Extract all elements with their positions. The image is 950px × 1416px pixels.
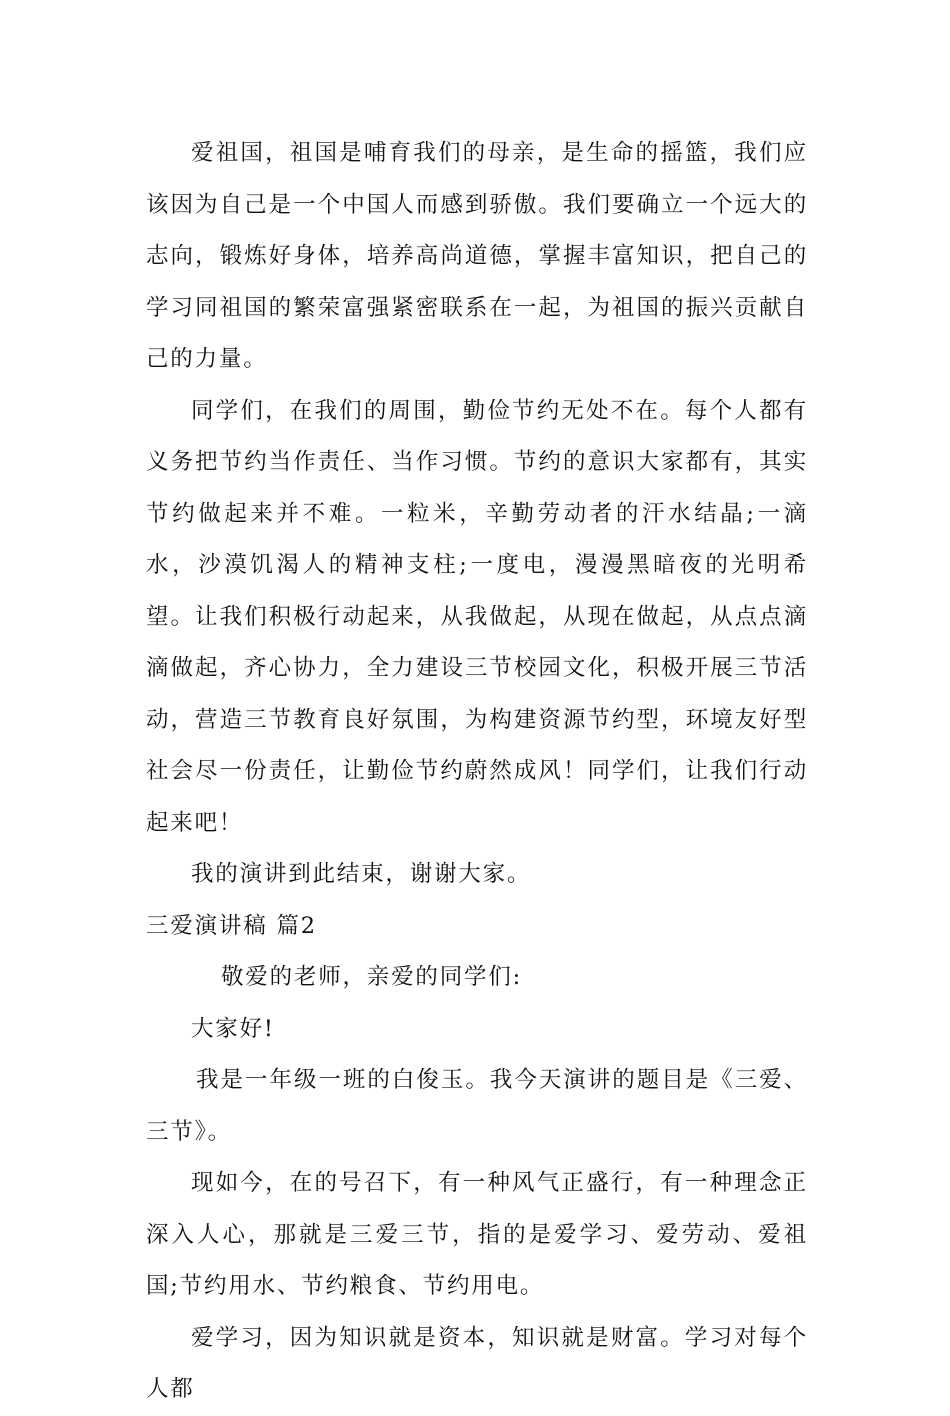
paragraph-love-country: 爱祖国，祖国是哺育我们的母亲，是生命的摇篮，我们应该因为自己是一个中国人而感到骄傲。我们要确立一个远大的志向，锻炼好身体，培养高尚道德，掌握丰富知识，把自己的学习同祖国的繁荣富强紧密联系在一起，为祖国的振兴贡献自己的力量。 (146, 140, 808, 372)
paragraph-closing: 我的演讲到此结束，谢谢大家。 (191, 861, 532, 887)
section-heading: 三爱演讲稿 篇2 (146, 912, 317, 939)
document-body (146, 128, 808, 1416)
paragraph-introduction: 我是一年级一班的白俊玉。我今天演讲的题目是《三爱、三节》。 (146, 1067, 808, 1145)
paragraph-love-learning: 爱学习，因为知识就是资本，知识就是财富。学习对每个人都 (146, 1324, 808, 1402)
salutation: 敬爱的老师，亲爱的同学们: (221, 964, 522, 990)
greeting: 大家好! (191, 1015, 275, 1042)
paragraph-thrift: 同学们，在我们的周围，勤俭节约无处不在。每个人都有义务把节约当作责任、当作习惯。节约的意识大家都有，其实节约做起来并不难。一粒米，辛勤劳动者的汗水结晶;一滴水，沙漠饥渴人的精神支柱;一度电，漫漫黑暗夜的光明希望。让我们积极行动起来，从我做起，从现在做起，从点点滴滴做起，齐心协力，全力建设三节校园文化，积极开展三节活动，营造三节教育良好氛围，为构建资源节约型，环境友好型社会尽一份责任，让勤俭节约蔚然成风！同学们，让我们行动起来吧！ (146, 397, 808, 836)
paragraph-three-loves: 现如今，在的号召下，有一种风气正盛行，有一种理念正深入人心，那就是三爱三节，指的是爱学习、爱劳动、爱祖国;节约用水、节约粮食、节约用电。 (146, 1170, 808, 1299)
